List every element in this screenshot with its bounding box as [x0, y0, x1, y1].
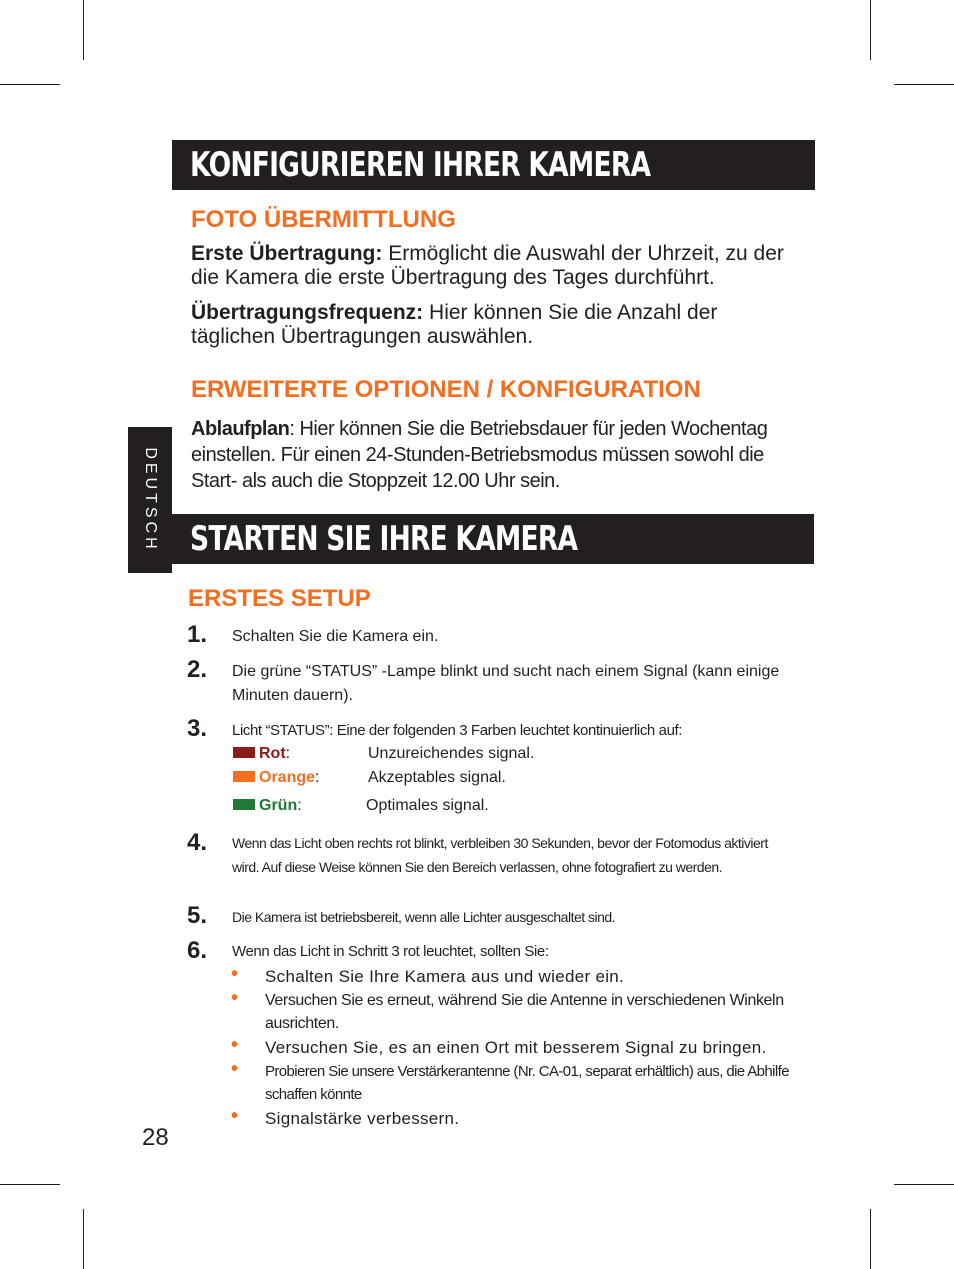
signal-name: Orange [259, 769, 316, 786]
signal-name: Grün [259, 797, 298, 814]
step-text: Licht “STATUS”: Eine der folgenden 3 Farben leuchtet kontinuierlich auf: [232, 722, 683, 739]
signal-separator: : [297, 797, 302, 814]
bullet-text: Signalstärke verbessern. [265, 1109, 460, 1128]
step-text: Schalten Sie die Kamera ein. [232, 628, 439, 645]
bullet-text: Versuchen Sie es erneut, während Sie die Antenne in verschiedenen Winkeln ausrichten. [265, 992, 784, 1032]
crop-mark [83, 0, 84, 60]
step-text: Die grüne “STATUS” -Lampe blinkt und sucht nach einem Signal (kann einige Minuten dauern). [232, 663, 780, 704]
signal-description: Unzureichendes signal. [368, 745, 535, 762]
step-number: 1. [187, 621, 208, 648]
bullet-icon: • [231, 1058, 239, 1080]
paragraph [191, 242, 811, 290]
crop-mark [894, 84, 954, 85]
paragraph-label: Ablaufplan [191, 418, 290, 440]
bullet-icon: • [231, 1105, 239, 1127]
signal-description: Akzeptables signal. [368, 769, 506, 786]
page-number: 28 [142, 1124, 169, 1151]
paragraph [191, 416, 811, 494]
crop-mark [894, 1184, 954, 1185]
signal-name: Rot [259, 745, 286, 762]
step-number: 3. [187, 715, 208, 742]
paragraph-text: Ermöglicht die Auswahl der Uhrzeit, zu der die Kamera die erste Übertragung des Tages durchführt. [191, 242, 784, 289]
crop-mark [0, 1184, 60, 1185]
bullet-text: Versuchen Sie, es an einen Ort mit besserem Signal zu bringen. [265, 1038, 767, 1057]
step-number: 4. [187, 829, 208, 856]
paragraph-text: Hier können Sie die Anzahl der täglichen Übertragungen auswählen. [191, 301, 718, 348]
crop-mark [870, 0, 871, 60]
signal-separator: : [315, 769, 320, 786]
paragraph-label: Übertragungsfrequenz: [191, 301, 424, 324]
signal-row [233, 745, 535, 763]
section-title-band [172, 140, 815, 190]
section-title-band [172, 514, 814, 564]
bullet-icon: • [231, 963, 239, 985]
signal-row [233, 769, 506, 787]
section-title: STARTEN SIE IHRE KAMERA [190, 519, 578, 559]
crop-mark [0, 84, 60, 85]
step-text: Wenn das Licht oben rechts rot blinkt, verbleiben 30 Sekunden, bevor der Fotomodus aktiviert wird. Auf diese Weise können Sie den Bereich verlassen, ohne fotografiert zu werden. [232, 835, 768, 875]
signal-row [233, 797, 489, 815]
paragraph-text: : Hier können Sie die Betriebsdauer für jeden Wochentag einstellen. Für einen 24-Stunden-Betriebsmodus müssen sowohl die Start- als auch die Stoppzeit 12.00 Uhr sein. [191, 418, 768, 492]
subsection-heading: FOTO ÜBERMITTLUNG [191, 206, 456, 233]
signal-description: Optimales signal. [366, 797, 489, 814]
crop-mark [83, 1209, 84, 1269]
bullet-text: Probieren Sie unsere Verstärkerantenne (Nr. CA-01, separat erhältlich) aus, die Abhilfe schaffen könnte [265, 1063, 789, 1103]
step-text: Die Kamera ist betriebsbereit, wenn alle Lichter ausgeschaltet sind. [232, 909, 616, 925]
bullet-icon: • [231, 1034, 239, 1056]
language-tab [128, 427, 172, 573]
step-number: 5. [187, 902, 208, 929]
step-number: 6. [187, 937, 208, 964]
section-title: KONFIGURIEREN IHRER KAMERA [190, 145, 651, 185]
red-swatch-icon [233, 747, 255, 758]
step-text: Wenn das Licht in Schritt 3 rot leuchtet, sollten Sie: [232, 943, 549, 960]
step-number: 2. [187, 656, 208, 683]
signal-separator: : [285, 745, 291, 762]
bullet-icon: • [231, 987, 239, 1009]
crop-mark [870, 1209, 871, 1269]
subsection-heading: ERWEITERTE OPTIONEN / KONFIGURATION [191, 376, 701, 403]
language-tab-label: DEUTSCH [142, 447, 159, 553]
paragraph-label: Erste Übertragung: [191, 242, 383, 265]
bullet-text: Schalten Sie Ihre Kamera aus und wieder ein. [265, 967, 625, 986]
paragraph [191, 301, 781, 349]
orange-swatch-icon [233, 771, 255, 782]
green-swatch-icon [233, 799, 255, 810]
subsection-heading: ERSTES SETUP [188, 585, 371, 612]
